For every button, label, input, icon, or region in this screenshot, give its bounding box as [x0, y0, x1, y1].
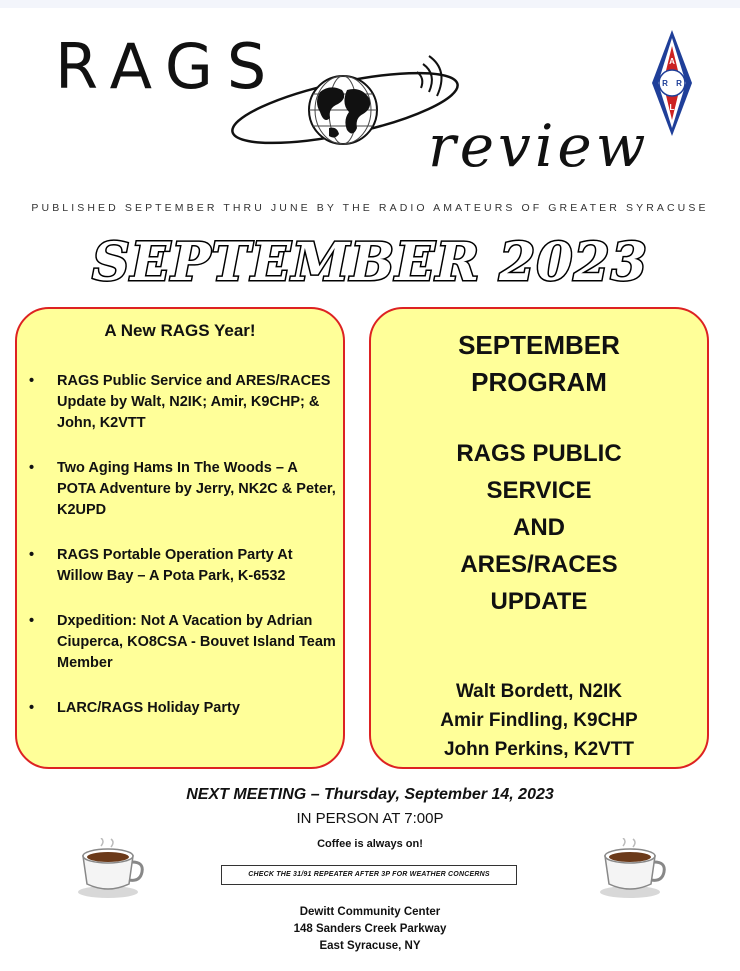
repeater-notice: CHECK THE 31/91 REPEATER AFTER 3P FOR WEATHER CONCERNS: [221, 865, 517, 885]
program-topic-line: SERVICE: [486, 477, 592, 504]
agenda-list: [27, 371, 339, 743]
meeting-time: IN PERSON AT 7:00P: [296, 810, 444, 827]
address-line: East Syracuse, NY: [319, 940, 421, 952]
agenda-title: A New RAGS Year!: [104, 321, 256, 340]
program-topic-line: AND: [513, 514, 565, 541]
list-item: [27, 458, 339, 521]
list-item: [27, 698, 339, 719]
program-topic-line: ARES/RACES: [460, 551, 618, 578]
logo-rags-text: RAGS: [55, 30, 281, 103]
logo-review-text: review: [428, 112, 650, 180]
agenda-item-text: RAGS Public Service and ARES/RACES Update by Walt, N2IK; Amir, K9CHP; & John, K2VTT: [57, 373, 331, 431]
masthead-tagline: PUBLISHED SEPTEMBER THRU JUNE BY THE RADIO AMATEURS OF GREATER SYRACUSE: [31, 202, 709, 214]
program-heading-2: PROGRAM: [471, 367, 607, 397]
program-heading-1: SEPTEMBER: [458, 330, 620, 360]
arrl-letter-r2: R: [676, 79, 682, 88]
top-strip: [0, 0, 740, 8]
arrl-letter-l: L: [669, 103, 675, 112]
speaker: John Perkins, K2VTT: [443, 739, 635, 760]
address-line: Dewitt Community Center: [299, 906, 441, 918]
venue-address: [0, 904, 740, 955]
program-topic-line: RAGS PUBLIC: [456, 440, 622, 467]
address-line: 148 Sanders Creek Parkway: [293, 923, 447, 935]
agenda-box: [15, 307, 345, 769]
speaker: Walt Bordett, N2IK: [455, 681, 623, 702]
arrl-letter-r1: R: [662, 79, 668, 88]
agenda-item-text: LARC/RAGS Holiday Party: [57, 700, 240, 716]
arrl-diamond-logo: [650, 28, 694, 138]
list-item: [27, 545, 339, 587]
speaker: Amir Findling, K9CHP: [440, 710, 638, 731]
arrl-letter-a: A: [669, 57, 675, 66]
program-topic: [371, 435, 707, 620]
list-item: [27, 371, 339, 434]
next-meeting: NEXT MEETING – Thursday, September 14, 2023: [186, 786, 554, 803]
coffee-note: Coffee is always on!: [317, 838, 423, 850]
program-content: [371, 327, 707, 620]
issue-title: SEPTEMBER 2023: [92, 232, 648, 293]
bullet: •: [29, 547, 35, 563]
agenda-item-text: RAGS Portable Operation Party At Willow Bay – A Pota Park, K-6532: [57, 547, 293, 584]
bullet: •: [29, 700, 35, 716]
speaker-list: [371, 677, 707, 764]
bullet: •: [29, 460, 35, 476]
program-box: [369, 307, 709, 769]
coffee-cup-icon: [75, 838, 145, 900]
bullet: •: [29, 373, 35, 389]
bullet: •: [29, 613, 35, 629]
agenda-item-text: Dxpedition: Not A Vacation by Adrian Ciuperca, KO8CSA - Bouvet Island Team Member: [57, 613, 336, 671]
program-topic-line: UPDATE: [490, 588, 588, 615]
list-item: [27, 611, 339, 674]
coffee-cup-icon: [597, 838, 667, 900]
agenda-item-text: Two Aging Hams In The Woods – A POTA Adventure by Jerry, NK2C & Peter, K2UPD: [57, 460, 336, 518]
